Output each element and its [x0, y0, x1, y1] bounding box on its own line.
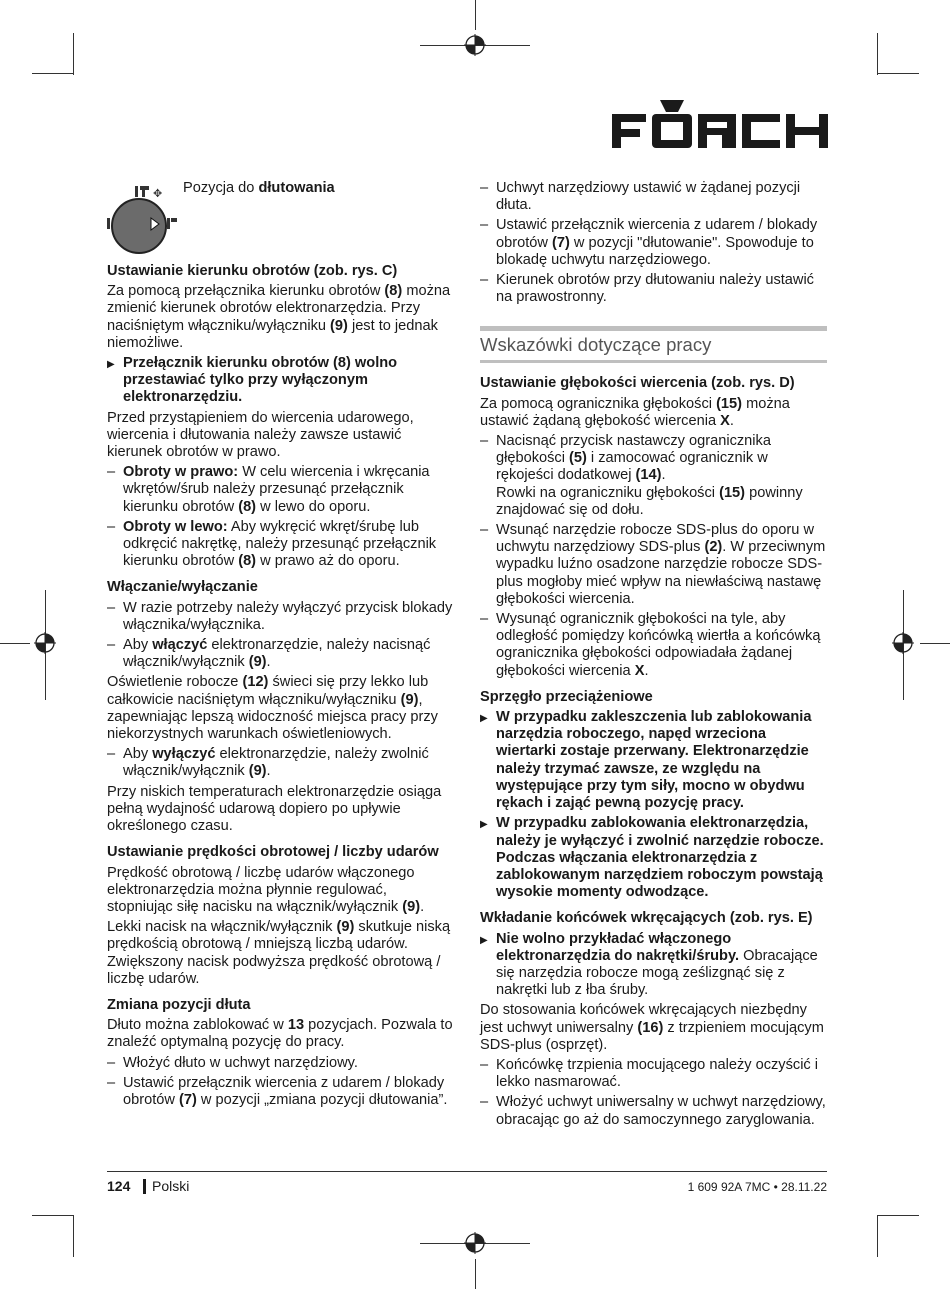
section-heading: Ustawianie głębokości wiercenia (zob. rys. D) [480, 375, 795, 392]
right-column [480, 180, 827, 1132]
paragraph: Do stosowania końcówek wkręcających niezbędny jest uchwyt uniwersalny (16) z trzpieniem mocującym SDS-plus (osprzęt). [480, 1002, 824, 1053]
crop-mark [877, 73, 919, 74]
paragraph: Oświetlenie robocze (12) świeci się przy lekko lub całkowicie naciśniętym włączniku/wyłączniku (9), zapewniając lepszą widoczność miejsca pracy przy niekorzystnych warunkach oświetleniowych. [107, 674, 438, 743]
list-item: – Aby włączyć elektronarzędzie, należy nacisnąć włącznik/wyłącznik (9). [107, 637, 455, 671]
list-item: – W razie potrzeby należy wyłączyć przycisk blokady włącznika/wyłącznika. [107, 600, 455, 634]
list-item: – Wsunąć narzędzie robocze SDS-plus do oporu w uchwytu narzędziowy SDS-plus (2). W przeciwnym wypadku luźno osadzone narzędzie robocze SDS-plus mogłoby mieć wpływ na niewłaściwą nastawę głębokości wiercenia. [480, 522, 827, 608]
registration-mark-icon [464, 1232, 486, 1254]
section-heading: Włączanie/wyłączanie [107, 579, 258, 596]
paragraph: Przed przystąpieniem do wiercenia udarowego, wiercenia i dłutowania należy zawsze ustawić kierunek obrotów w prawo. [107, 409, 414, 461]
list-item-continuation: Rowki na ograniczniku głębokości (15) powinny znajdować się od dołu. [496, 484, 803, 518]
section-heading: Sprzęgło przeciążeniowe [480, 688, 653, 705]
warning-item: ▶ Przełącznik kierunku obrotów (8) wolno przestawiać tylko przy wyłączonym elektronarzędziu. [107, 355, 455, 407]
footer-rule [107, 1171, 827, 1172]
page-language: Polski [152, 1178, 190, 1194]
paragraph: Za pomocą przełącznika kierunku obrotów (8) można zmienić kierunek obrotów elektronarzędzia. Przy naciśniętym włączniku/wyłączniku (9) jest to jednak niemożliwe. [107, 283, 451, 351]
list-item: – Aby wyłączyć elektronarzędzie, należy zwolnić włącznik/wyłącznik (9). [107, 746, 455, 780]
list-item: – Końcówkę trzpienia mocującego należy oczyścić i lekko nasmarować. [480, 1057, 827, 1091]
warning-item: ▶ Nie wolno przykładać włączonego elektronarzędzia do nakrętki/śruby. Obracające się narzędzia robocze mogą ześlizgnąć się z nakrętki lub z łba śruby. [480, 931, 827, 1000]
crop-mark [73, 1215, 74, 1257]
forch-logo [612, 100, 828, 164]
crop-mark [475, 1259, 476, 1289]
mode-caption: Pozycja do dłutowania [183, 180, 335, 196]
list-item: – Kierunek obrotów przy dłutowaniu należy ustawić na prawostronny. [480, 272, 827, 306]
crop-mark [0, 643, 30, 644]
section-heading: Zmiana pozycji dłuta [107, 996, 251, 1013]
warning-item: ▶ W przypadku zablokowania elektronarzędzia, należy je wyłączyć i zwolnić narzędzie robocze. Podczas włączania elektronarzędzia z zablokowanym narzędziem roboczym powstają wysokie momenty odwodzące. [480, 815, 827, 901]
chisel-mode-figure [107, 180, 455, 254]
footer-separator [143, 1179, 146, 1194]
paragraph: Za pomocą ogranicznika głębokości (15) można ustawić żądaną głębokość wiercenia X. [480, 395, 790, 429]
crop-mark [877, 33, 878, 75]
mode-symbols-icon [107, 184, 177, 254]
list-item: – Ustawić przełącznik wiercenia z udarem / blokady obrotów (7) w pozycji "dłutowanie". Spowoduje to blokadę uchwytu narzędziowego. [480, 217, 827, 269]
list-item: – Włożyć uchwyt uniwersalny w uchwyt narzędziowy, obracając go aż do samoczynnego zaryglowania. [480, 1094, 827, 1128]
registration-mark-icon [34, 632, 56, 654]
list-item: – Ustawić przełącznik wiercenia z udarem / blokady obrotów (7) w pozycji „zmiana pozycji dłutowania”. [107, 1075, 455, 1109]
list-item: – Wysunąć ogranicznik głębokości na tyle, aby odległość pomiędzy końcówką wiertła a końcówką ogranicznika głębokości odpowiadała żądanej głębokości wiercenia X. [480, 611, 827, 680]
list-item: – Obroty w prawo: W celu wiercenia i wkręcania wkrętów/śrub należy przesunąć przełącznik kierunku obrotów (8) w lewo do oporu. [107, 464, 455, 516]
section-title: Wskazówki dotyczące pracy [480, 326, 827, 363]
paragraph: Prędkość obrotową / liczbę udarów włączonego elektronarzędzia można płynnie regulować, stopniując siłę nacisku na włącznik/wyłącznik (9). [107, 864, 425, 915]
left-column [107, 180, 455, 1112]
list-item: – Nacisnąć przycisk nastawczy ogranicznika głębokości (5) i zamocować ogranicznik w rękojeści dodatkowej (14). Rowki na ograniczniku głębokości (15) powinny znajdować się od dołu. [480, 433, 827, 519]
crop-mark [475, 0, 476, 30]
registration-mark-icon [892, 632, 914, 654]
crop-mark [877, 1215, 878, 1257]
warning-item: ▶ W przypadku zakleszczenia lub zablokowania narzędzia roboczego, napęd wrzeciona wiertarki zostaje przerwany. Elektronarzędzie należy trzymać zawsze, ze względu na występujące przy tym siły, mocno w obydwu rękach i zająć pewną pozycję pracy. [480, 709, 827, 812]
list-item: – Obroty w lewo: Aby wykręcić wkręt/śrubę lub odkręcić nakrętkę, należy przesunąć przełącznik kierunku obrotów (8) w prawo aż do oporu. [107, 519, 455, 571]
paragraph: Dłuto można zablokować w 13 pozycjach. Pozwala to znaleźć optymalną pozycję do pracy. [107, 1017, 453, 1051]
svg-text:✥: ✥ [153, 187, 163, 200]
crop-mark [32, 73, 74, 74]
list-item: – Włożyć dłuto w uchwyt narzędziowy. [107, 1055, 455, 1072]
crop-mark [920, 643, 950, 644]
crop-mark [32, 1215, 74, 1216]
list-item: – Uchwyt narzędziowy ustawić w żądanej pozycji dłuta. [480, 180, 827, 214]
crop-mark [877, 1215, 919, 1216]
paragraph: Przy niskich temperaturach elektronarzędzie osiąga pełną wydajność udarową dopiero po upływie określonego czasu. [107, 783, 442, 835]
section-heading: Wkładanie końcówek wkręcających (zob. rys. E) [480, 910, 813, 927]
page-number: 124 [107, 1178, 131, 1194]
paragraph: Lekki nacisk na włącznik/wyłącznik (9) skutkuje niską prędkością obrotową / mniejszą liczbą udarów. Zwiększony nacisk podwyższa prędkość obrotową / liczbę udarów. [107, 919, 451, 987]
registration-mark-icon [464, 34, 486, 56]
section-heading: Ustawianie prędkości obrotowej / liczby udarów [107, 844, 439, 861]
crop-mark [73, 33, 74, 75]
section-heading: Ustawianie kierunku obrotów (zob. rys. C) [107, 263, 398, 279]
document-code: 1 609 92A 7MC • 28.11.22 [687, 1180, 827, 1194]
